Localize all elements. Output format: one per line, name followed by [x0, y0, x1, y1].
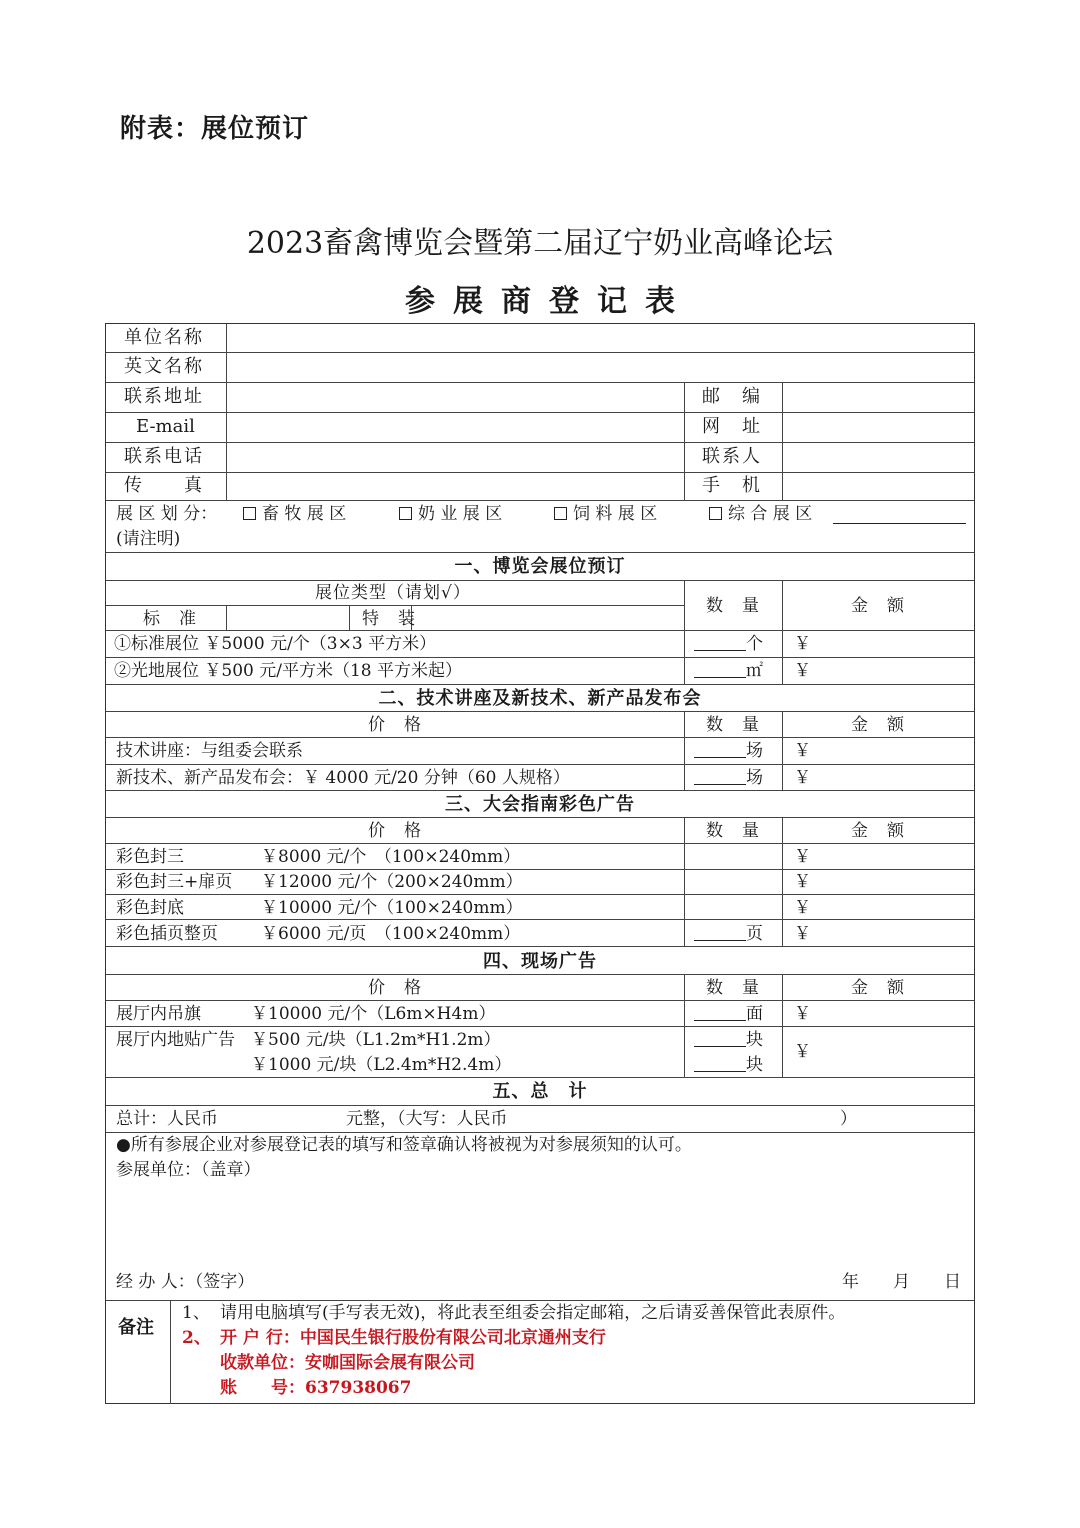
amount-cell[interactable]: ￥: [794, 872, 811, 892]
account-info: 账 号：637938067: [220, 1378, 412, 1398]
zone-option-dairy[interactable]: 奶 业 展 区: [399, 506, 502, 523]
website-field[interactable]: [783, 413, 973, 442]
amount-header: 金 额: [851, 821, 905, 841]
english-name-field[interactable]: [227, 353, 973, 382]
ad-row-price: ￥12000 元/个（200×240mm）: [261, 872, 523, 892]
qty-cell[interactable]: 场: [694, 743, 763, 760]
ad-row-name: 彩色封底: [116, 898, 184, 918]
total-rmb-label: 总计：人民币: [116, 1109, 218, 1129]
standard-booth-row: ①标准展位 ￥5000 元/个（3×3 平方米）: [114, 634, 437, 654]
zone-option-livestock[interactable]: 畜 牧 展 区: [243, 506, 346, 523]
total-close-paren: ）: [840, 1109, 857, 1129]
mobile-field[interactable]: [783, 473, 973, 500]
standard-label: 标 准: [143, 609, 197, 629]
qty-cell[interactable]: 页: [694, 926, 763, 943]
contact-field[interactable]: [783, 443, 973, 472]
floor-ad-price-a: ￥500 元/块（L1.2m*H1.2m）: [251, 1030, 501, 1050]
amount-cell[interactable]: ￥: [794, 1004, 811, 1024]
zone-option-general[interactable]: 综 合 展 区: [709, 506, 812, 523]
website-label: 网 址: [702, 416, 762, 437]
amount-cell[interactable]: ￥: [794, 768, 811, 788]
floor-ad-row-name: 展厅内地贴广告: [116, 1030, 235, 1050]
bank-info: 开 户 行：中国民生银行股份有限公司北京通州支行: [220, 1328, 606, 1348]
zone-note-blank[interactable]: [833, 523, 966, 524]
fax-field[interactable]: [227, 473, 683, 500]
standard-check-cell[interactable]: [227, 606, 349, 630]
checkbox-icon: [243, 507, 256, 520]
ad-row-price: ￥8000 元/个 （100×240mm）: [261, 847, 521, 867]
ad-row-name: 彩色封三+扉页: [116, 872, 233, 892]
zone-note: (请注明): [116, 529, 181, 549]
payee-info: 收款单位：安咖国际会展有限公司: [220, 1353, 475, 1373]
qty-cell[interactable]: 块: [694, 1057, 763, 1074]
qty-header: 数 量: [706, 821, 760, 841]
postcode-label: 邮 编: [702, 386, 762, 407]
form-title: 2023畜禽博览会暨第二届辽宁奶业高峰论坛: [246, 226, 834, 261]
english-name-label: 英文名称: [124, 356, 204, 377]
raw-space-row: ②光地展位 ￥500 元/平方米（18 平方米起）: [114, 661, 463, 681]
company-name-label: 单位名称: [124, 327, 204, 348]
email-label: E-mail: [136, 416, 195, 437]
exhibitor-seal-label: 参展单位：（盖章）: [116, 1160, 261, 1180]
address-field[interactable]: [227, 383, 683, 412]
ad-row-name: 彩色插页整页: [116, 924, 218, 944]
amount-header: 金 额: [851, 715, 905, 735]
booth-type-header: 展位类型（请划√）: [315, 583, 471, 603]
zone-label: 展 区 划 分：: [116, 504, 218, 524]
checkbox-icon: [554, 507, 567, 520]
checkbox-icon: [709, 507, 722, 520]
postcode-field[interactable]: [783, 383, 973, 412]
fax-label: 传 真: [124, 475, 204, 496]
remark-1-text: 请用电脑填写(手写表无效)，将此表至组委会指定邮箱，之后请妥善保管此表原件。: [220, 1303, 846, 1323]
attachment-title: 附表：展位预订: [120, 114, 310, 144]
amount-cell[interactable]: ￥: [794, 924, 811, 944]
company-name-field[interactable]: [227, 324, 973, 352]
special-check-cell[interactable]: [412, 606, 684, 630]
qty-header: 数 量: [706, 978, 760, 998]
phone-field[interactable]: [227, 443, 683, 472]
floor-ad-price-b: ￥1000 元/块（L2.4m*H2.4m）: [251, 1055, 512, 1075]
amount-cell[interactable]: ￥: [794, 847, 811, 867]
launch-event-row: 新技术、新产品发布会：￥ 4000 元/20 分钟（60 人规格）: [116, 768, 570, 788]
remark-1-number: 1、: [182, 1303, 210, 1323]
mobile-label: 手 机: [702, 475, 762, 496]
amount-cell[interactable]: ￥: [794, 898, 811, 918]
qty-header: 数 量: [706, 596, 760, 616]
ad-row-price: ￥6000 元/页 （100×240mm）: [261, 924, 521, 944]
qty-cell[interactable]: [686, 844, 782, 868]
address-label: 联系地址: [124, 386, 204, 407]
zone-option-feed[interactable]: 饲 料 展 区: [554, 506, 657, 523]
amount-cell[interactable]: ￥: [794, 1042, 811, 1062]
amount-header: 金 额: [851, 596, 905, 616]
registration-form: [105, 323, 975, 1404]
qty-cell[interactable]: [686, 870, 782, 894]
qty-cell[interactable]: 块: [694, 1032, 763, 1049]
section-onsite-ad-title: 四、现场广告: [483, 951, 597, 972]
contact-label: 联系人: [702, 446, 762, 467]
qty-cell[interactable]: ㎡: [694, 663, 763, 680]
price-header: 价 格: [368, 821, 422, 841]
qty-cell[interactable]: 场: [694, 770, 763, 787]
section-guide-ad-title: 三、大会指南彩色广告: [445, 794, 635, 815]
qty-cell[interactable]: [686, 895, 782, 919]
email-field[interactable]: [227, 413, 683, 442]
remarks-label: 备注: [118, 1317, 154, 1338]
amount-header: 金 额: [851, 978, 905, 998]
total-capital-label: 元整，（大写：人民币: [346, 1109, 508, 1129]
banner-row-price: ￥10000 元/个（L6m×H4m）: [251, 1004, 496, 1024]
amount-cell[interactable]: ￥: [794, 741, 811, 761]
phone-label: 联系电话: [124, 446, 204, 467]
amount-cell[interactable]: ￥: [794, 661, 811, 681]
qty-header: 数 量: [706, 715, 760, 735]
seminar-row: 技术讲座：与组委会联系: [116, 741, 303, 761]
qty-cell[interactable]: 个: [694, 636, 763, 653]
ad-row-price: ￥10000 元/个（100×240mm）: [261, 898, 523, 918]
remark-2-number: 2、: [182, 1328, 211, 1348]
special-label: 特 装: [362, 609, 416, 629]
ad-row-name: 彩色封三: [116, 847, 184, 867]
section-booth-title: 一、博览会展位预订: [454, 556, 626, 577]
price-header: 价 格: [368, 715, 422, 735]
date-label: 年 月 日: [842, 1272, 961, 1292]
amount-cell[interactable]: ￥: [794, 634, 811, 654]
checkbox-icon: [399, 507, 412, 520]
price-header: 价 格: [368, 978, 422, 998]
qty-cell[interactable]: 面: [694, 1006, 763, 1023]
section-seminar-title: 二、技术讲座及新技术、新产品发布会: [378, 688, 702, 709]
confirmation-note: ●所有参展企业对参展登记表的填写和签章确认将被视为对参展须知的认可。: [116, 1135, 692, 1155]
form-subtitle: 参展商登记表: [405, 284, 693, 319]
handler-signature-label: 经 办 人：（签字）: [116, 1272, 255, 1292]
banner-row-name: 展厅内吊旗: [116, 1004, 201, 1024]
section-total-title: 五、总 计: [492, 1081, 588, 1102]
